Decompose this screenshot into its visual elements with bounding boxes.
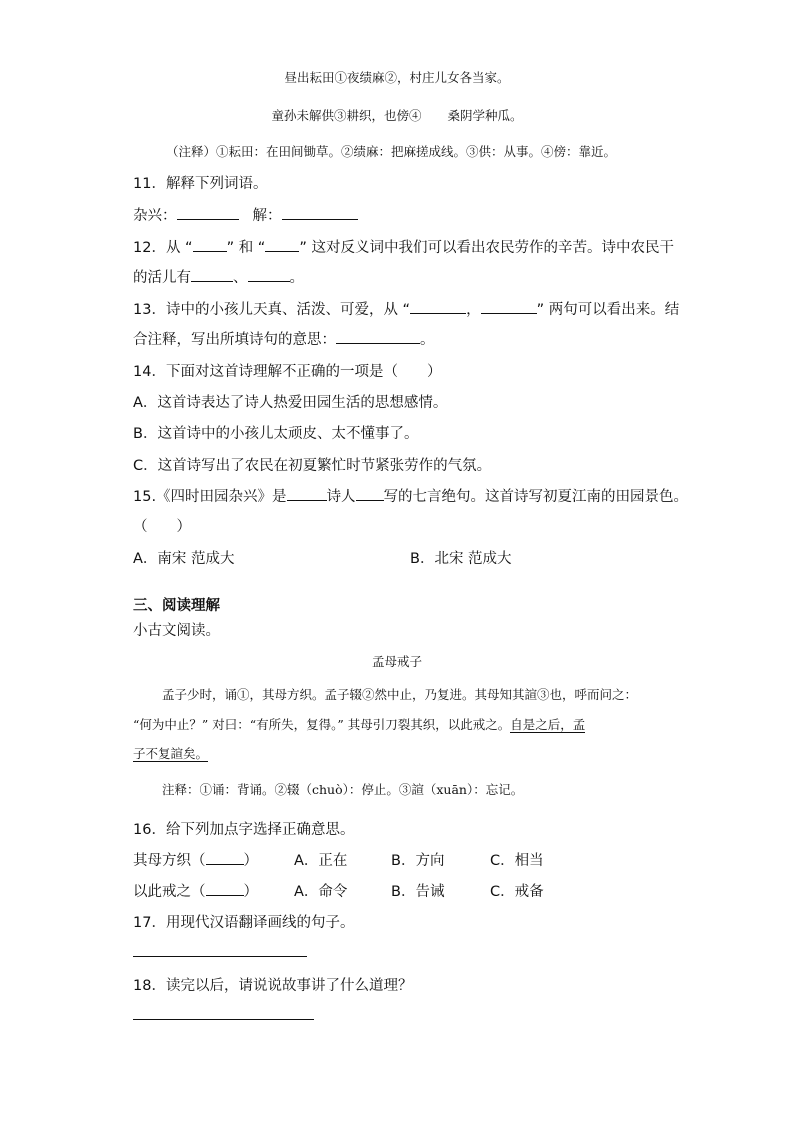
q11-blank-2[interactable] [282, 205, 358, 220]
passage-title: 孟母戒子 [371, 654, 422, 669]
poem-line-2 [0, 106, 794, 124]
question-11-answers [133, 204, 358, 225]
section-3-intro: 小古文阅读。 [133, 623, 220, 639]
q15-text-b: 诗人 [326, 489, 356, 505]
q16-row-2-option-b[interactable]: B．告诫 [391, 884, 445, 900]
q17-answer-line[interactable] [133, 956, 307, 957]
passage-underlined-2: 子不复諠矣。 [133, 746, 209, 761]
q11-blank-1[interactable] [177, 205, 239, 220]
q14-option-a[interactable]: A．这首诗表达了诗人热爱田园生活的思想感情。 [133, 395, 448, 411]
question-12-line-1 [133, 236, 674, 257]
q16-row-1-label: 其母方织（ [133, 853, 206, 869]
q13-text-e: 。 [420, 332, 435, 348]
q15-option-b[interactable]: B．北宋 范成大 [410, 551, 512, 567]
question-17: 17．用现代汉语翻译画线的句子。 [133, 915, 355, 931]
q16-blank-1[interactable] [206, 850, 244, 865]
q13-text-b: ， [466, 302, 481, 318]
q14-option-b[interactable]: B．这首诗中的小孩儿太顽皮、太不懂事了。 [133, 426, 419, 442]
poem-line-2-a: 童孙未解供③耕织，也傍④ [271, 108, 422, 123]
q12-text-e: 、 [233, 270, 248, 286]
question-14: 14．下面对这首诗理解不正确的一项是（ ） [133, 364, 442, 380]
poem-notes: （注释）①耘田：在田间锄草。②绩麻：把麻搓成线。③供：从事。④傍：靠近。 [166, 144, 617, 159]
section-3-title: 三、阅读理解 [133, 598, 220, 614]
q15-text-a: 15.《四时田园杂兴》是 [133, 489, 287, 505]
q15-blank-2[interactable] [356, 486, 384, 501]
passage-notes: 注释：①诵：背诵。②辍（chuò）：停止。③諠（xuān）：忘记。 [162, 782, 524, 797]
q12-blank-4[interactable] [248, 267, 290, 282]
q16-row-2 [133, 880, 258, 901]
q16-row-1 [133, 849, 258, 870]
q11-word-1: 杂兴： [133, 208, 177, 224]
passage-line-3 [133, 744, 208, 762]
q12-text-d: 的活儿有 [133, 270, 191, 286]
question-18: 18．读完以后，请说说故事讲了什么道理？ [133, 978, 413, 994]
q16-blank-2[interactable] [206, 881, 244, 896]
q13-blank-3[interactable] [336, 329, 420, 344]
q16-row-1-end: ） [243, 853, 258, 869]
q13-blank-2[interactable] [481, 299, 537, 314]
q16-row-1-option-c[interactable]: C．相当 [490, 853, 544, 869]
q15-blank-1[interactable] [287, 486, 327, 501]
q16-row-2-end: ） [243, 884, 258, 900]
q14-option-c[interactable]: C．这首诗写出了农民在初夏繁忙时节紧张劳作的气氛。 [133, 458, 492, 474]
poem-line-1: 昼出耘田①夜绩麻②，村庄儿女各当家。 [284, 70, 510, 85]
q16-row-2-option-a[interactable]: A．命令 [294, 884, 348, 900]
q12-blank-2[interactable] [265, 237, 299, 252]
q13-text-d: 合注释，写出所填诗句的意思： [133, 332, 336, 348]
question-13-line-2 [133, 328, 435, 349]
q12-text-b: ” 和 “ [226, 240, 266, 256]
q18-answer-line[interactable] [133, 1019, 314, 1020]
passage-text-2a: “何为中止？” 对曰：“有所失，复得。” 其母引刀裂其织，以此戒之。 [133, 717, 511, 732]
question-16: 16．给下列加点字选择正确意思。 [133, 822, 355, 838]
q13-blank-1[interactable] [410, 299, 466, 314]
q16-row-1-option-b[interactable]: B．方向 [391, 853, 445, 869]
q15-answer-paren[interactable]: （ ） [133, 519, 191, 535]
q11-word-2: 解： [252, 208, 282, 224]
q15-text-c: 写的七言绝句。这首诗写初夏江南的田园景色。 [383, 489, 689, 505]
question-15 [133, 485, 688, 506]
question-11: 11．解释下列词语。 [133, 176, 268, 192]
question-13-line-1 [133, 298, 679, 319]
question-12-line-2 [133, 266, 304, 287]
q16-row-2-label: 以此戒之（ [133, 884, 206, 900]
q15-option-a[interactable]: A．南宋 范成大 [133, 551, 235, 567]
q13-text-c: ” 两句可以看出来。结 [536, 302, 680, 318]
passage-line-1: 孟子少时，诵①，其母方织。孟子辍②然中止，乃复进。其母知其諠③也，呼而问之： [162, 687, 638, 702]
q12-text-f: 。 [289, 270, 304, 286]
q13-text-a: 13．诗中的小孩儿天真、活泼、可爱，从 “ [133, 302, 411, 318]
passage-underlined-1: 自是之后，孟 [510, 717, 586, 732]
q12-text-c: ” 这对反义词中我们可以看出农民劳作的辛苦。诗中农民干 [299, 240, 674, 256]
poem-line-2-b: 桑阴学种瓜。 [447, 108, 523, 123]
q16-row-1-option-a[interactable]: A．正在 [294, 853, 348, 869]
q12-text-a: 12．从 “ [133, 240, 193, 256]
q16-row-2-option-c[interactable]: C．戒备 [490, 884, 544, 900]
q12-blank-1[interactable] [193, 237, 227, 252]
q12-blank-3[interactable] [191, 267, 233, 282]
passage-line-2 [133, 715, 585, 733]
